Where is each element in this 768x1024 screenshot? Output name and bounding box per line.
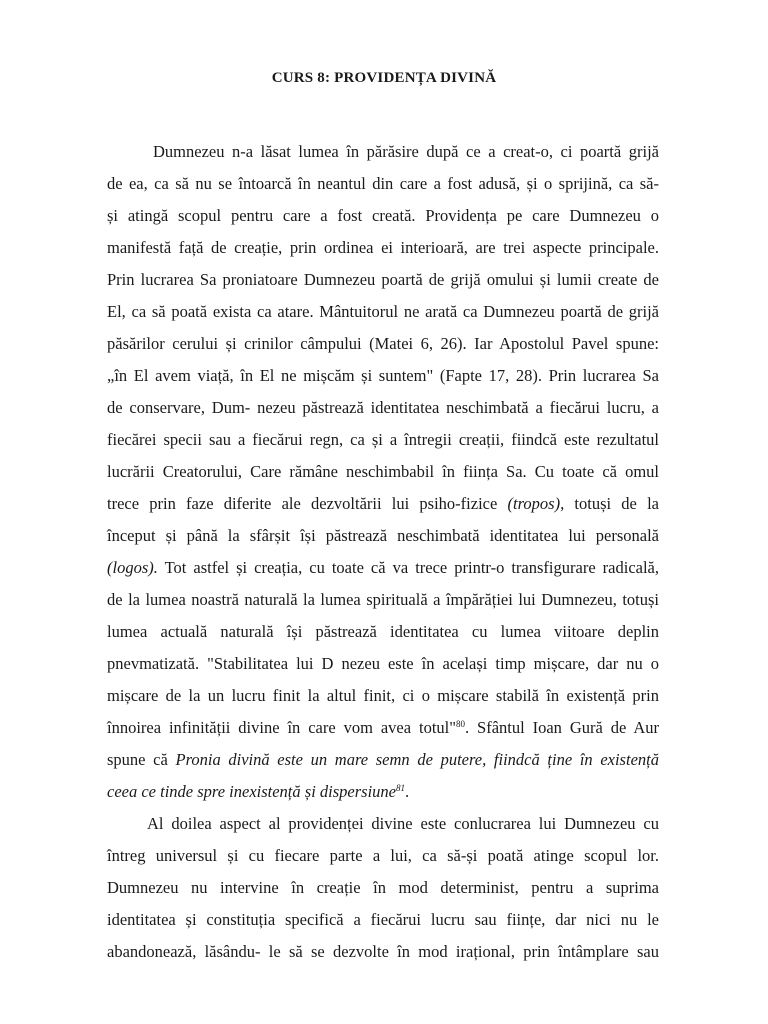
- text-run: înnoirea infinității divine în care vom avea totul": [107, 718, 456, 737]
- footnote-ref-80[interactable]: 80: [455, 719, 465, 729]
- text-line: [107, 782, 659, 802]
- text-line: lumea actuală naturală își păstrează identitatea cu lumea viitoare deplin: [107, 622, 659, 641]
- text-run: spune că: [107, 750, 176, 769]
- text-line: lucrării Creatorului, Care rămâne neschimbabil în ființa Sa. Cu toate că omul: [107, 462, 659, 481]
- text-run: Tot astfel și creația, cu toate că va trece printr-o transfigurare radicală,: [157, 558, 659, 577]
- text-line: Prin lucrarea Sa proniatoare Dumnezeu poartă de grijă omului și lumii create de: [107, 270, 659, 289]
- text-line: păsărilor cerului și crinilor câmpului (Matei 6, 26). Iar Apostolul Pavel spune:: [107, 334, 659, 353]
- text-line: întreg universul și cu fiecare parte a lui, ca să-și poată atinge scopul lor.: [107, 846, 659, 865]
- text-line: fiecărei specii sau a fiecărui regn, ca și a întregii creații, fiindcă este rezultatul: [107, 430, 659, 449]
- footnote-ref-81[interactable]: [396, 783, 405, 793]
- text-line: de ea, ca să nu se întoarcă în neantul din care a fost adusă, și o sprijină, ca să-: [107, 174, 659, 193]
- text-line: identitatea și constituția specifică a fiecărui lucru sau ființe, dar nici nu le: [107, 910, 659, 929]
- text-line: [107, 558, 659, 578]
- italic-quote: Pronia divină este un mare semn de putere, fiindcă ține în existență: [175, 750, 659, 769]
- text-line: El, ca să poată exista ca atare. Mântuitorul ne arată ca Dumnezeu poartă de grijă: [107, 302, 659, 321]
- text-line: [107, 718, 659, 738]
- page-title: CURS 8: PROVIDENȚA DIVINĂ: [271, 70, 497, 86]
- text-run: trece prin faze diferite ale dezvoltării lui psiho-fizice: [107, 494, 508, 513]
- text-line: abandonează, lăsându- le să se dezvolte în mod irațional, prin întâmplare sau: [107, 942, 659, 961]
- text-line: Dumnezeu n-a lăsat lumea în părăsire după ce a creat-o, ci poartă grijă: [153, 142, 659, 161]
- footnote-ref-number: 81: [395, 783, 405, 793]
- text-line: și atingă scopul pentru care a fost creată. Providența pe care Dumnezeu o: [107, 206, 659, 225]
- text-run: . Sfântul Ioan Gură de Aur: [464, 718, 659, 737]
- text-line: [107, 494, 659, 514]
- italic-quote: ceea ce tinde spre inexistență și dispersiune: [107, 782, 396, 801]
- italic-term: (logos).: [107, 558, 158, 577]
- text-line: mișcare de la un lucru finit la altul finit, ci o mișcare stabilă în existență prin: [107, 686, 659, 705]
- text-line: de la lumea noastră naturală la lumea spirituală a împărăției lui Dumnezeu, totuși: [107, 590, 659, 609]
- italic-term: (tropos),: [507, 494, 565, 513]
- text-line: Al doilea aspect al providenței divine este conlucrarea lui Dumnezeu cu: [147, 814, 659, 833]
- text-line: „în El avem viață, în El ne mișcăm și suntem" (Fapte 17, 28). Prin lucrarea Sa: [107, 366, 659, 385]
- text-run: totuși de la: [564, 494, 659, 513]
- text-line: Dumnezeu nu intervine în creație în mod determinist, pentru a suprima: [107, 878, 659, 897]
- text-line: pnevmatizată. "Stabilitatea lui D nezeu este în același timp mișcare, dar nu o: [107, 654, 659, 673]
- text-line: de conservare, Dum- nezeu păstrează identitatea neschimbată a fiecărui lucru, a: [107, 398, 659, 417]
- text-line: manifestă față de creație, prin ordinea ei interioară, are trei aspecte principale.: [107, 238, 659, 257]
- text-line: [107, 750, 659, 770]
- text-run: .: [404, 782, 410, 801]
- text-line: început și până la sfârșit își păstrează neschimbată identitatea lui personală: [107, 526, 659, 545]
